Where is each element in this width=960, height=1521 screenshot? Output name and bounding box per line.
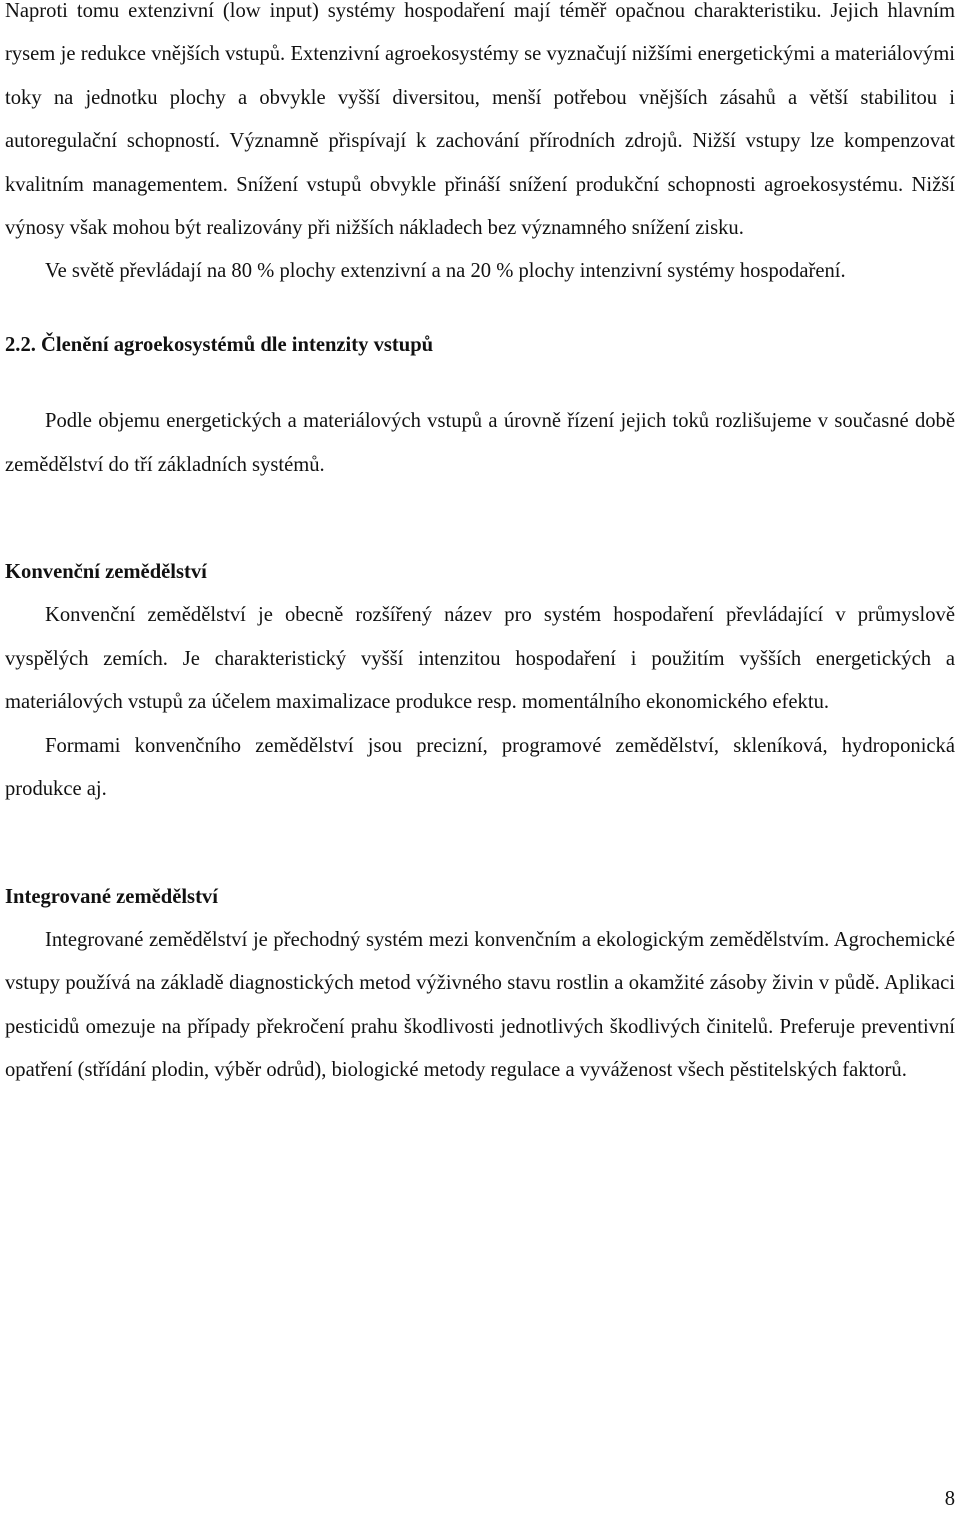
spacer xyxy=(5,812,955,876)
intro-paragraph-2: Ve světě převládají na 80 % plochy extenzivní a na 20 % plochy intenzivní systémy hospodaření. xyxy=(45,260,846,283)
integrated-paragraph: Integrované zemědělství je přechodný systém mezi konvenčním a ekologickým zemědělstvím. Agrochemické vstupy používá na základě diagnostických metod výživného stavu rostlin a okamžité zásoby živin v půdě. Aplikaci pesticidů omezuje na případy překročení prahu škodlivosti jednotlivých škodlivých činitelů. Preferuje preventivní opatření (střídání plodin, výběr odrůd), biologické metody regulace a vyváženost všech pěstitelských faktorů. xyxy=(5,928,955,1082)
page-content xyxy=(5,0,955,1093)
page-number: 8 xyxy=(944,1488,955,1510)
conventional-paragraph-1: Konvenční zemědělství je obecně rozšířený název pro systém hospodaření převládající v průmyslově vyspělých zemích. Je charakteristický vyšší intenzitou hospodaření i použitím vyšších energetických a materiálových vstupů za účelem maximalizace produkce resp. momentálního ekonomického efektu. xyxy=(5,604,955,714)
section-heading-2-2: 2.2. Členění agroekosystémů dle intenzity vstupů xyxy=(5,333,434,356)
conventional-paragraph-2: Formami konvenčního zemědělství jsou precizní, programové zemědělství, skleníková, hydroponická produkce aj. xyxy=(5,734,955,801)
spacer xyxy=(5,367,955,400)
spacer xyxy=(5,487,955,551)
spacer xyxy=(5,294,955,324)
intro-paragraph-1: Naproti tomu extenzivní (low input) systémy hospodaření mají téměř opačnou charakteristiku. Jejich hlavním rysem je redukce vnějších vstupů. Extenzivní agroekosystémy se vyznačují nižšími energetickými a materiálovými toky na jednotku plochy a obvykle vyšší diversitou, menší potřebou vnějších zásahů a větší stabilitou i autoregulační schopností. Významně přispívají k zachování přírodních zdrojů. Nižší vstupy lze kompenzovat kvalitním managementem. Snížení vstupů obvykle přináší snížení produkční schopnosti agroekosystému. Nižší výnosy však mohou být realizovány při nižších nákladech bez významného snížení zisku. xyxy=(5,0,955,240)
conventional-heading: Konvenční zemědělství xyxy=(5,561,207,584)
section-2-2-paragraph: Podle objemu energetických a materiálových vstupů a úrovně řízení jejich toků rozlišujeme v současné době zemědělství do tří základních systémů. xyxy=(5,410,955,476)
integrated-heading: Integrované zemědělství xyxy=(5,885,218,908)
